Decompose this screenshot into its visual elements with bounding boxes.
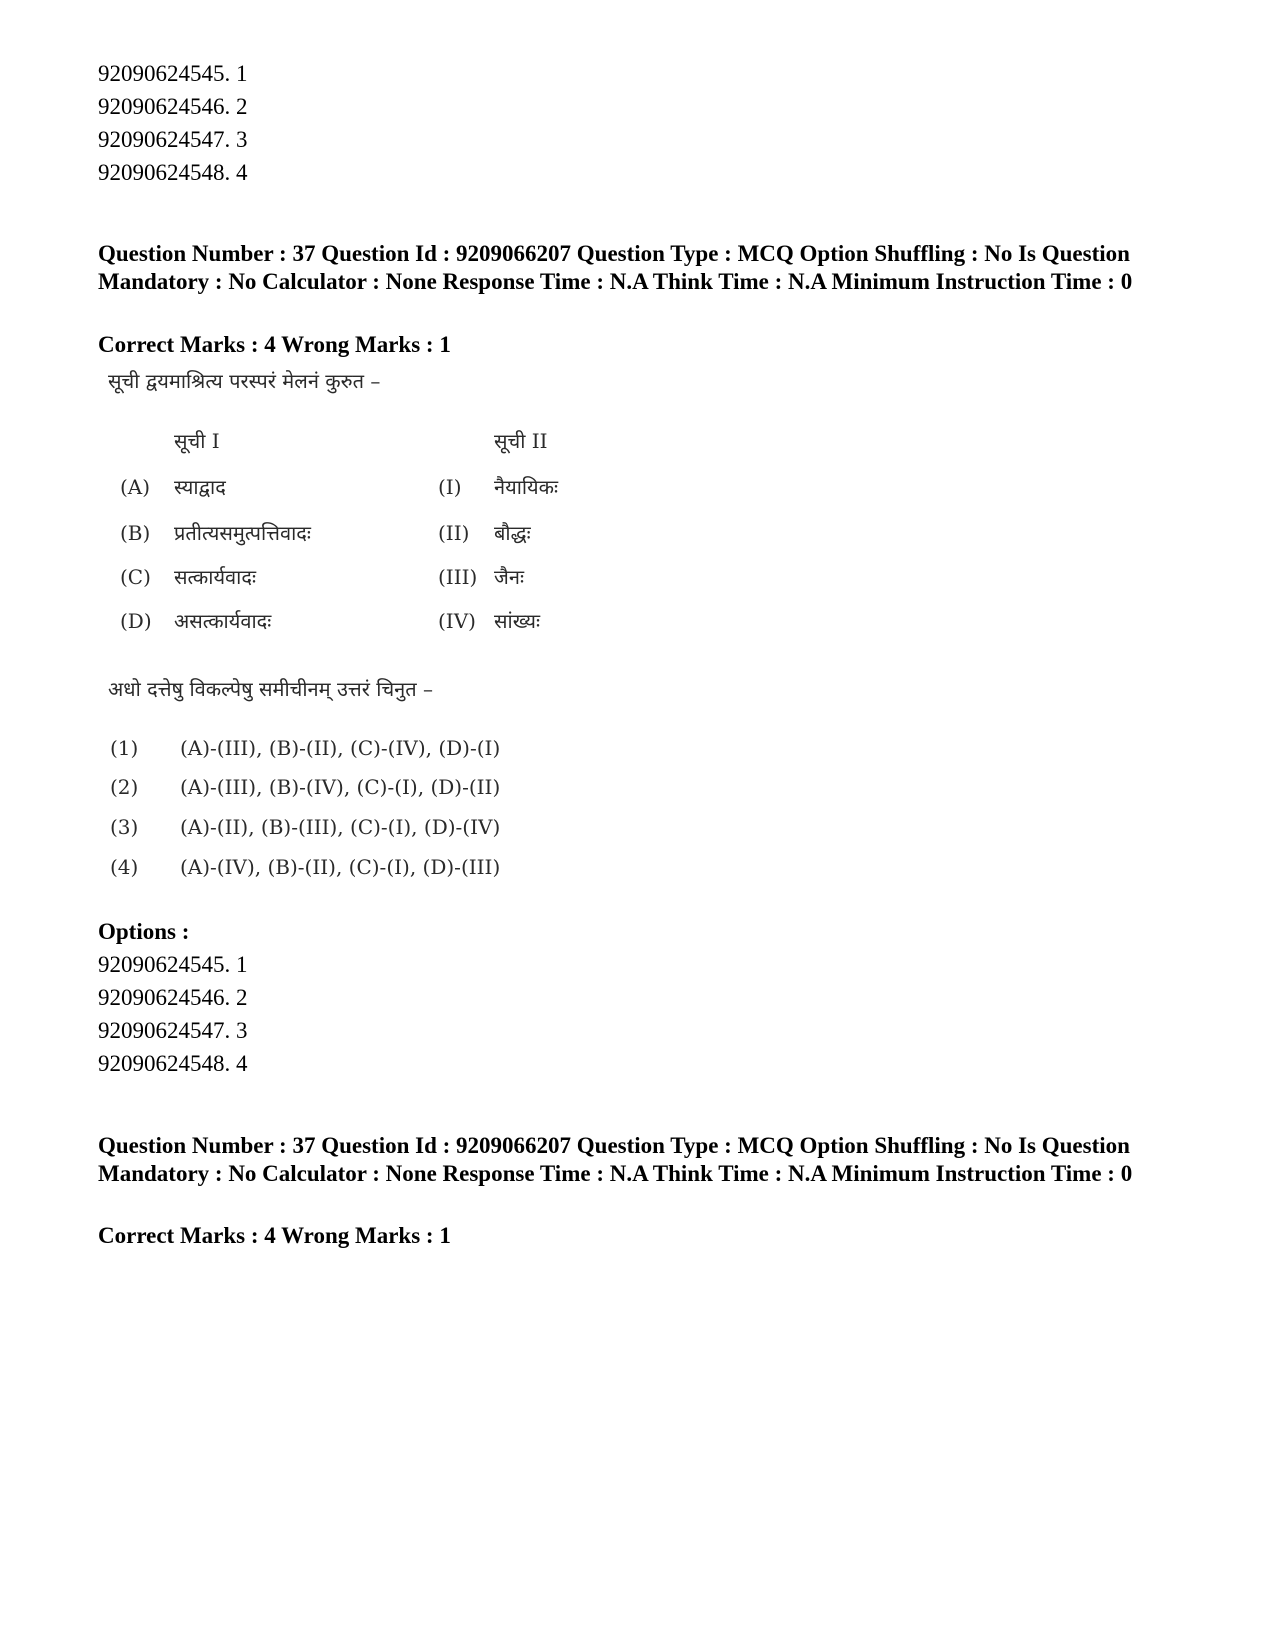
list1-item: सत्कार्यवादः	[174, 565, 257, 589]
choice-number: (3)	[110, 815, 139, 839]
list1-key: (B)	[120, 521, 151, 545]
question-instruction: अधो दत्तेषु विकल्पेषु समीचीनम् उत्तरं चिनुत –	[108, 677, 434, 701]
list1-item: स्याद्वाद	[174, 475, 226, 499]
choice-text: (A)-(III), (B)-(II), (C)-(IV), (D)-(I)	[180, 736, 501, 760]
option-line: 92090624545. 1	[98, 61, 248, 86]
question-prompt: सूची द्वयमाश्रित्य परस्परं मेलनं कुरुत –	[108, 369, 381, 393]
list2-key: (I)	[438, 475, 462, 499]
option-line: 92090624545. 1	[98, 952, 248, 977]
option-line: 92090624548. 4	[98, 160, 248, 185]
list1-item: प्रतीत्यसमुत्पत्तिवादः	[174, 521, 311, 545]
choice-number: (2)	[110, 775, 139, 799]
list1-key: (C)	[120, 565, 151, 589]
list2-item: बौद्धः	[494, 521, 531, 545]
list1-key: (D)	[120, 609, 152, 633]
list2-key: (IV)	[438, 609, 476, 633]
question-marks: Correct Marks : 4 Wrong Marks : 1	[98, 332, 451, 357]
options-label: Options :	[98, 919, 190, 944]
list2-key: (III)	[438, 565, 478, 589]
list1-item: असत्कार्यवादः	[174, 609, 272, 633]
list2-key: (II)	[438, 521, 470, 545]
choice-text: (A)-(III), (B)-(IV), (C)-(I), (D)-(II)	[180, 775, 501, 799]
option-line: 92090624546. 2	[98, 985, 248, 1010]
choice-number: (1)	[110, 736, 139, 760]
choice-number: (4)	[110, 855, 139, 879]
list2-item: सांख्यः	[494, 609, 541, 633]
question-marks: Correct Marks : 4 Wrong Marks : 1	[98, 1223, 451, 1248]
choice-text: (A)-(IV), (B)-(II), (C)-(I), (D)-(III)	[180, 855, 501, 879]
question-meta: Question Number : 37 Question Id : 9209066207 Question Type : MCQ Option Shuffling : No Is Question Mandatory : No Calculator : None Response Time : N.A Think Time : N.A Minimum Instruction Time : 0	[98, 1133, 1133, 1186]
list1-heading: सूची I	[174, 429, 220, 453]
list2-item: जैनः	[494, 565, 524, 589]
option-line: 92090624548. 4	[98, 1051, 248, 1076]
list2-heading: सूची II	[494, 429, 548, 453]
question-meta: Question Number : 37 Question Id : 9209066207 Question Type : MCQ Option Shuffling : No Is Question Mandatory : No Calculator : None Response Time : N.A Think Time : N.A Minimum Instruction Time : 0	[98, 241, 1133, 294]
option-line: 92090624546. 2	[98, 94, 248, 119]
choice-text: (A)-(II), (B)-(III), (C)-(I), (D)-(IV)	[180, 815, 501, 839]
question-body	[98, 368, 698, 918]
option-line: 92090624547. 3	[98, 1018, 248, 1043]
option-line: 92090624547. 3	[98, 127, 248, 152]
list1-key: (A)	[120, 475, 151, 499]
list2-item: नैयायिकः	[494, 475, 559, 499]
